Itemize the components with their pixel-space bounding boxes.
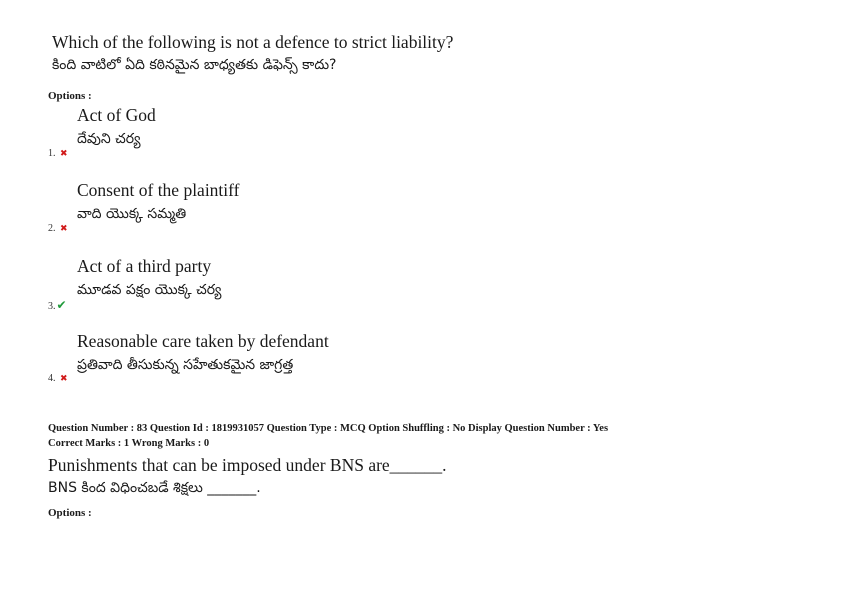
option-3-telugu: మూడవ పక్షం యొక్క చర్య xyxy=(77,282,222,298)
question-1-english: Which of the following is not a defence to strict liability? xyxy=(52,32,454,52)
question-1-telugu: కింది వాటిలో ఏది కఠినమైన బాధ్యతకు డిఫెన్స్ కాదు? xyxy=(52,57,337,73)
wrong-mark-icon: ✖ xyxy=(60,374,68,384)
option-number-label: 3. xyxy=(48,301,56,312)
options-label-2: Options : xyxy=(48,507,92,519)
option-2-telugu: వాది యొక్క సమ్మతి xyxy=(77,206,187,222)
options-label: Options : xyxy=(48,90,92,102)
option-1-number xyxy=(48,148,68,159)
option-2-number xyxy=(48,223,68,234)
option-1-telugu: దేవుని చర్య xyxy=(77,131,141,147)
option-4-telugu: ప్రతివాది తీసుకున్న సహేతుకమైన జాగ్రత్త xyxy=(77,357,294,373)
option-4-number xyxy=(48,373,68,384)
option-number-label: 2. xyxy=(48,223,56,234)
question-2-telugu: BNS కింద విధించబడే శిక్షలు _______. xyxy=(48,480,261,496)
option-3-english: Act of a third party xyxy=(77,256,212,276)
wrong-mark-icon: ✖ xyxy=(60,149,68,159)
option-1-english: Act of God xyxy=(77,105,156,125)
option-3-number xyxy=(48,298,67,312)
correct-check-icon: ✔ xyxy=(56,298,67,312)
option-number-label: 4. xyxy=(48,373,56,384)
option-number-label: 1. xyxy=(48,148,56,159)
question-2-meta-line-1: Question Number : 83 Question Id : 1819931057 Question Type : MCQ Option Shuffling : No Display Question Number : Yes xyxy=(48,423,609,434)
question-2-english: Punishments that can be imposed under BNS are______. xyxy=(48,455,447,475)
question-2-meta-line-2: Correct Marks : 1 Wrong Marks : 0 xyxy=(48,438,210,449)
option-4-english: Reasonable care taken by defendant xyxy=(77,331,329,351)
option-2-english: Consent of the plaintiff xyxy=(77,180,240,200)
wrong-mark-icon: ✖ xyxy=(60,224,68,234)
